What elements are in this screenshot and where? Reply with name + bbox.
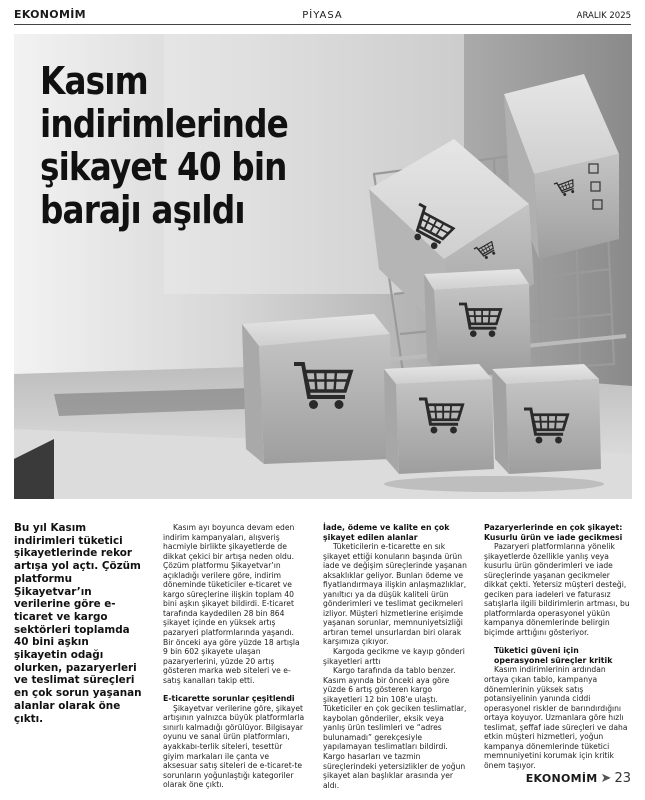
headline: Kasım indirimlerinde şikayet 40 bin barajı aşıldı (40, 59, 288, 232)
paragraph: Kasım ayı boyunca devam eden indirim kampanyaları, alışveriş hacmiyle birlikte şikayetlerde de dikkat çekici bir artışa neden oldu. Çözüm platformu Şikayetvar’ın açıkladığı verilere göre, indirim döneminde tüketiciler e-ticaret ve kargo süreçlerine ilişkin toplam 40 bini aşkın şikayet bildirdi. E-ticaret tarafında kaydedilen 28 bin 864 şikayet içinde en yüksek artış pazaryeri platformlarında yaşandı. Bir önceki aya göre yüzde 18 artışla 9 bin 602 şikayete ulaşan pazaryerlerini, yüzde 20 artış gösteren marka web siteleri ve e-satış kanalları takip etti. (163, 523, 300, 685)
paragraph: Pazaryeri platformlarına yönelik şikayetlerde özellikle yanlış veya kusurlu ürün gönderimleri ve iade süreçlerinde yaşanan gecikmeler dikkat çekti. Yetersiz müşteri desteği, geciken para iadeleri ve faturasız satışlarla ilgili bildirimlerin artması, bu platformlarda operasyonel yükün kampanya dönemlerinde belirgin biçimde arttığını gösteriyor. (484, 542, 630, 637)
paragraph: Kasım indirimlerinin ardından ortaya çıkan tablo, kampanya dönemlerinin yüksek satış potansiyelinin yanında ciddi operasyonel riskler de barındırdığını ortaya koyuyor. Uzmanlara göre hızlı teslimat, şeffaf iade süreçleri ve daha etkin müşteri hizmetleri, yoğun kampanya dönemlerinde tüketici memnuniyetini korumak için kritik önem taşıyor. (484, 665, 628, 770)
paragraph: Tüketicilerin e-ticarette en sık şikayet ettiği konuların başında ürün iade ve değişim süreçlerinde yaşanan aksaklıklar geliyor. Bunları ödeme ve fiyatlandırmaya ilişkin anlaşmazlıklar, yanıltıcı ya da düşük kaliteli ürün gönderimleri ve teslimat gecikmeleri izliyor. Müşteri hizmetlerine erişimde yaşanan sorunlar, memnuniyetsizliği artıran temel unsurlardan biri olarak karşımıza çıkıyor. (323, 542, 467, 647)
column-1 (163, 523, 305, 790)
subheading: Tüketici güveni için operasyonel süreçler kritik (494, 646, 613, 665)
paragraph: Kargo tarafında da tablo benzer. Kasım ayında bir önceki aya göre yüzde 6 artış gösteren kargo şikayetleri 12 bin 108’e ulaştı. Tüketiciler en çok geciken teslimatlar, kaybolan gönderiler, eksik veya yanlış ürün teslimleri ve “adres bulunamadı” gerekçesiyle yapılamayan teslimatları bildirdi. Kargo hasarları ve tazmin süreçlerindeki yetersizlikler de yoğun şikayet alan başlıklar arasında yer aldı. (323, 666, 467, 790)
subheading: İade, ödeme ve kalite en çok şikayet edilen alanlar (323, 523, 450, 542)
paragraph: Şikayetvar verilerine göre, şikayet artışının yalnızca büyük platformlarla sınırlı kalmadığı görülüyor. Bilgisayar oyunu ve sanal ürün platformları, ayakkabı-terlik siteleri, tesettür giyim markaları ile çanta ve aksesuar satış siteleri de e-ticaret-te sorunların yoğunlaştığı kategoriler olarak öne çıktı. (163, 703, 305, 790)
section-name: EKONOMİM (14, 8, 86, 21)
subheading: Pazaryerlerinde en çok şikayet: Kusurlu ürün ve iade gecikmesi (484, 523, 623, 542)
footer-brand: EKONOMİM (525, 771, 598, 785)
page-header (14, 6, 631, 25)
column-3 (484, 523, 631, 770)
page-number: 23 (614, 770, 631, 786)
article-lede: Bu yıl Kasım indirimleri tüketici şikayetlerinde rekor artışa yol açtı. Çözüm platformu Şikayetvar’ın verilerine göre e-ticaret ve kargo sektörleri toplamda 40 bini aşkın şikayetin odağı olurken, pazaryerleri ve teslimat süreçleri en çok sorun yaşanan alanlar olarak öne çıktı. (14, 522, 142, 725)
paragraph: Kargoda gecikme ve kayıp gönderi şikayetleri arttı (323, 647, 465, 666)
hero-photo (14, 34, 632, 499)
subheading: E-ticarette sorunlar çeşitlendi (163, 694, 295, 704)
chevron-right-icon: ➤ (600, 770, 612, 786)
page-footer (526, 767, 631, 789)
issue-date: ARALIK 2025 (576, 11, 632, 21)
column-2 (323, 523, 468, 790)
category-name: PİYASA (302, 10, 343, 21)
